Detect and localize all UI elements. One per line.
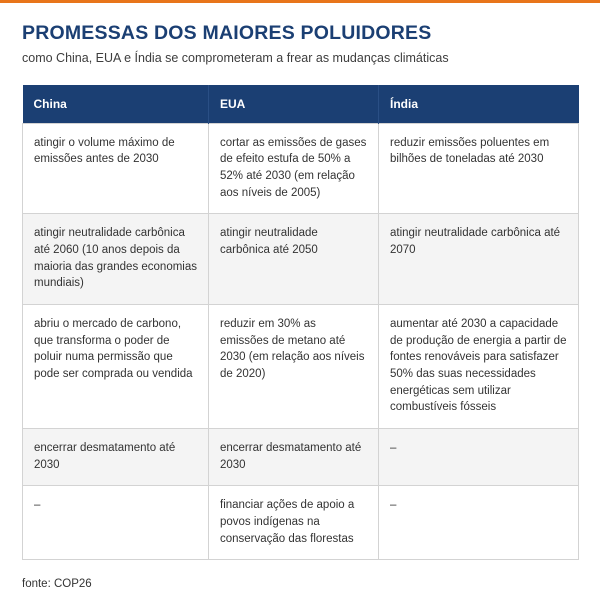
cell-china-3: abriu o mercado de carbono, que transforma o poder de poluir numa permissão que pode ser comprada ou vendida — [23, 305, 209, 429]
cell-india-3: aumentar até 2030 a capacidade de produção de energia a partir de fontes renováveis para satisfazer 50% das suas necessidades energéticas sem utilizar combustíveis fósseis — [379, 305, 579, 429]
cell-china-5: – — [23, 486, 209, 560]
table-row — [23, 214, 579, 305]
table-row — [23, 305, 579, 429]
cell-india-2: atingir neutralidade carbônica até 2070 — [379, 214, 579, 305]
table-row — [23, 429, 579, 486]
column-header-india: Índia — [379, 85, 579, 124]
cell-eua-5: financiar ações de apoio a povos indígenas na conservação das florestas — [209, 486, 379, 560]
accent-rule — [0, 0, 600, 3]
cell-eua-3: reduzir em 30% as emissões de metano até 2030 (em relação aos níveis de 2020) — [209, 305, 379, 429]
table-row — [23, 486, 579, 560]
table-header-row — [23, 85, 579, 124]
source-note: fonte: COP26 — [22, 578, 92, 591]
cell-china-1: atingir o volume máximo de emissões antes de 2030 — [23, 123, 209, 214]
cell-china-2: atingir neutralidade carbônica até 2060 (10 anos depois da maioria das grandes economias mundiais) — [23, 214, 209, 305]
cell-eua-2: atingir neutralidade carbônica até 2050 — [209, 214, 379, 305]
cell-eua-4: encerrar desmatamento até 2030 — [209, 429, 379, 486]
cell-india-4: – — [379, 429, 579, 486]
page-title: PROMESSAS DOS MAIORES POLUIDORES — [22, 22, 432, 44]
table-header — [23, 85, 579, 124]
column-header-china: China — [23, 85, 209, 124]
table-row — [23, 123, 579, 214]
cell-china-4: encerrar desmatamento até 2030 — [23, 429, 209, 486]
cell-india-1: reduzir emissões poluentes em bilhões de toneladas até 2030 — [379, 123, 579, 214]
cell-eua-1: cortar as emissões de gases de efeito estufa de 50% a 52% até 2030 (em relação aos níveis de 2005) — [209, 123, 379, 214]
promises-table — [22, 85, 579, 561]
table-body — [23, 123, 579, 560]
page-subtitle: como China, EUA e Índia se comprometeram a frear as mudanças climáticas — [22, 51, 449, 66]
column-header-eua: EUA — [209, 85, 379, 124]
cell-india-5: – — [379, 486, 579, 560]
